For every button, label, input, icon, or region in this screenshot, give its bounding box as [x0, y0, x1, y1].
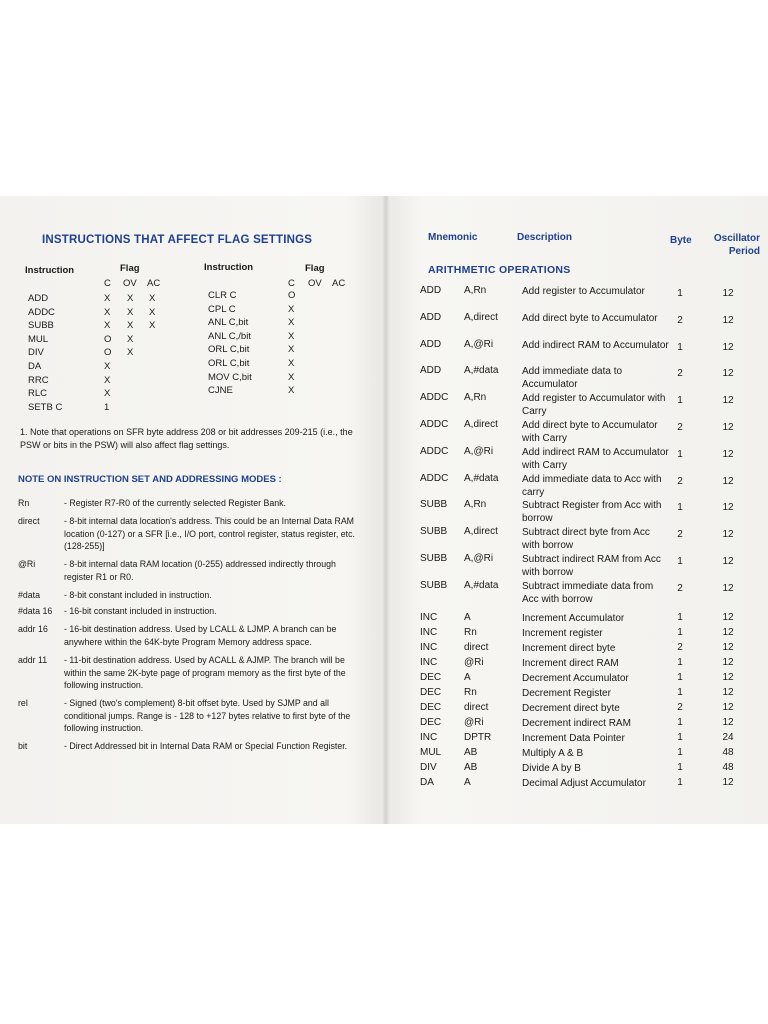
operation-description: Increment direct RAM [522, 658, 619, 669]
addressing-mode-description: - Register R7-R0 of the currently selected Register Bank. [64, 498, 286, 508]
operation-mnemonic: ADDC [420, 419, 449, 430]
flag-c-value: X [288, 358, 295, 369]
operation-byte-count: 1 [677, 657, 683, 668]
operation-byte-count: 1 [677, 732, 683, 743]
operation-byte-count: 1 [677, 448, 683, 460]
flag-c-value: X [104, 388, 111, 400]
operation-byte-count: 2 [677, 642, 683, 653]
operation-description: Decrement Accumulator [522, 673, 629, 684]
operation-description: Subtract direct byte from Acc with borrow [522, 527, 650, 552]
operation-operand: A,direct [464, 311, 498, 323]
operation-byte-count: 2 [677, 368, 683, 380]
flag-ov-value: X [127, 333, 134, 345]
operation-oscillator-period: 48 [722, 747, 734, 758]
addressing-mode-description: - 8-bit internal data location's address. This could be an Internal Data RAM location (0-127) or a SFR [i.e., I/O port, control register, status register, etc. (128-255)] [64, 516, 355, 551]
flag-ov-value: X [127, 320, 134, 332]
operation-mnemonic: SUBB [420, 579, 448, 591]
operation-mnemonic: INC [420, 642, 438, 653]
operation-operand: direct [464, 702, 489, 713]
operation-mnemonic: DEC [420, 717, 442, 728]
section-arithmetic-operations: ARITHMETIC OPERATIONS [428, 264, 571, 276]
operation-description: Add immediate data to Accumulator [522, 366, 623, 391]
operation-mnemonic: DA [420, 777, 434, 788]
operation-description: Add register to Accumulator [522, 286, 645, 297]
operation-description: Decrement direct byte [522, 703, 620, 714]
operation-oscillator-period: 12 [722, 582, 734, 594]
addressing-mode-description: - 11-bit destination address. Used by ACALL & AJMP. The branch will be within the same 2K-byte page of program memory as the first byte of the following instruction. [64, 655, 346, 690]
operation-operand: A [464, 777, 471, 788]
flag-row-instruction: ANL C,bit [208, 317, 249, 329]
operation-byte-count: 1 [677, 747, 683, 758]
flag-subhead-a: C [104, 278, 111, 289]
operation-oscillator-period: 12 [722, 529, 734, 541]
operation-description: Decrement indirect RAM [522, 718, 631, 729]
addressing-mode-key: @Ri [18, 559, 36, 569]
addressing-mode-key: addr 16 [18, 624, 48, 634]
operation-oscillator-period: 12 [722, 341, 734, 353]
operation-oscillator-period: 12 [722, 395, 734, 407]
flag-subhead-a: OV [123, 278, 137, 289]
operation-byte-count: 2 [677, 422, 683, 433]
operation-byte-count: 1 [677, 556, 683, 567]
operation-oscillator-period: 12 [722, 422, 734, 433]
flag-row-instruction: SETB C [28, 401, 63, 413]
operation-operand: A,Rn [464, 499, 487, 511]
operation-mnemonic: SUBB [420, 553, 448, 564]
flag-c-value: X [288, 385, 295, 397]
operation-byte-count: 1 [677, 612, 683, 623]
flag-ac-value: X [149, 306, 156, 318]
operation-byte-count: 1 [677, 672, 683, 683]
operation-description: Subtract immediate data from Acc with borrow [522, 580, 654, 605]
operation-description: Increment Data Pointer [522, 733, 625, 744]
operation-oscillator-period: 12 [722, 612, 734, 623]
operation-operand: A,direct [464, 419, 498, 430]
operation-description: Increment Accumulator [522, 613, 625, 624]
operation-mnemonic: ADDC [420, 445, 449, 457]
operation-description: Increment register [522, 628, 603, 639]
operation-operand: AB [464, 747, 478, 758]
flag-ov-value: X [127, 293, 134, 304]
col-head-flag-a: Flag [120, 263, 140, 274]
flag-c-value: X [288, 317, 295, 329]
operation-operand: A [464, 612, 471, 623]
operation-description: Divide A by B [522, 763, 581, 774]
addressing-mode-key: direct [18, 516, 40, 526]
operation-byte-count: 2 [677, 314, 683, 326]
addressing-mode-description: - 8-bit constant included in instruction. [64, 590, 212, 600]
operation-oscillator-period: 12 [722, 368, 734, 380]
operation-byte-count: 2 [677, 702, 683, 713]
flag-c-value: O [104, 333, 112, 345]
addressing-mode-description: - 16-bit constant included in instruction. [64, 606, 217, 616]
operation-byte-count: 1 [677, 395, 683, 407]
operation-byte-count: 1 [677, 502, 683, 514]
flag-ac-value: X [149, 320, 156, 332]
flag-subhead-b: C [288, 278, 295, 289]
col-head-instruction-b: Instruction [204, 262, 254, 273]
operation-operand: A [464, 672, 471, 683]
flag-c-value: X [288, 330, 295, 342]
operation-byte-count: 1 [677, 687, 683, 698]
operation-oscillator-period: 12 [722, 657, 734, 668]
operation-operand: DPTR [464, 732, 492, 743]
operation-byte-count: 1 [677, 627, 683, 638]
flag-row-instruction: RLC [28, 388, 48, 400]
col-head-instruction-a: Instruction [25, 265, 75, 276]
operation-mnemonic: DEC [420, 702, 442, 713]
operation-byte-count: 2 [677, 582, 683, 594]
operation-operand: A,@Ri [464, 338, 494, 350]
operation-operand: Rn [464, 687, 477, 698]
operation-oscillator-period: 12 [722, 314, 734, 326]
flag-subhead-b: AC [332, 278, 346, 289]
operation-description: Add direct byte to Accumulator [522, 312, 658, 324]
flag-c-value: 1 [104, 401, 110, 413]
operation-oscillator-period: 12 [722, 627, 734, 638]
operation-mnemonic: INC [420, 657, 438, 668]
operation-operand: A,#data [464, 472, 499, 484]
col-head-mnemonic: Mnemonic [428, 232, 478, 243]
flag-c-value: X [288, 344, 295, 356]
operation-operand: A,#data [464, 365, 499, 377]
addressing-modes-title: NOTE ON INSTRUCTION SET AND ADDRESSING MODES : [18, 474, 282, 485]
operation-oscillator-period: 48 [722, 762, 734, 773]
operation-operand: A,#data [464, 579, 499, 591]
addressing-mode-description: - Direct Addressed bit in Internal Data RAM or Special Function Register. [64, 741, 348, 751]
flag-c-value: X [288, 371, 295, 383]
addressing-mode-description: - Signed (two's complement) 8-bit offset byte. Used by SJMP and all conditional jumps. Range is - 128 to +127 bytes relative to first byte of the following instruction. [64, 698, 351, 733]
operation-mnemonic: INC [420, 732, 438, 743]
flag-row-instruction: DA [28, 361, 42, 372]
flag-row-instruction: SUBB [28, 320, 54, 332]
operation-oscillator-period: 12 [722, 717, 734, 728]
flag-c-value: X [288, 303, 295, 315]
operation-byte-count: 1 [677, 717, 683, 728]
flag-row-instruction: CLR C [208, 290, 237, 301]
flag-ac-value: X [149, 293, 156, 304]
operation-operand: A,direct [464, 526, 498, 538]
operation-oscillator-period: 12 [722, 672, 734, 683]
flag-row-instruction: ADDC [28, 306, 55, 318]
operation-byte-count: 1 [677, 288, 683, 299]
flag-row-instruction: RRC [28, 374, 49, 386]
operation-mnemonic: ADD [420, 365, 442, 377]
operation-oscillator-period: 12 [722, 702, 734, 713]
flag-row-instruction: DIV [28, 347, 44, 359]
flag-row-instruction: ORL C,bit [208, 344, 250, 356]
operation-description: Add direct byte to Accumulator with Carry [522, 420, 658, 444]
operation-oscillator-period: 12 [722, 687, 734, 698]
addressing-mode-key: Rn [18, 498, 30, 508]
operation-description: Add register to Accumulator with Carry [522, 393, 666, 418]
operation-mnemonic: SUBB [420, 499, 448, 511]
operation-oscillator-period: 12 [722, 448, 734, 460]
flag-subhead-a: AC [147, 278, 161, 289]
addressing-mode-key: rel [18, 698, 28, 708]
flag-c-value: X [104, 361, 111, 372]
operation-byte-count: 2 [677, 475, 683, 487]
operation-byte-count: 1 [677, 762, 683, 773]
flag-row-instruction: ANL C,/bit [208, 330, 251, 342]
flag-footnote: 1. Note that operations on SFR byte address 208 or bit addresses 209-215 (i.e., the PSW or bits in the PSW) will also affect flag settings. [20, 427, 353, 450]
col-head-oscillator-period: Oscillator Period [713, 233, 760, 257]
flag-row-instruction: MUL [28, 333, 49, 345]
col-head-byte: Byte [670, 235, 692, 246]
operation-oscillator-period: 12 [722, 288, 734, 299]
operation-mnemonic: INC [420, 627, 438, 638]
flag-subhead-b: OV [308, 278, 322, 289]
operation-oscillator-period: 12 [722, 777, 734, 788]
flag-row-instruction: CPL C [208, 303, 236, 315]
flag-c-value: O [104, 347, 112, 359]
operation-mnemonic: MUL [420, 747, 442, 758]
col-head-description: Description [517, 232, 573, 243]
operation-mnemonic: ADD [420, 311, 442, 323]
operation-oscillator-period: 12 [722, 642, 734, 653]
flag-ov-value: X [127, 347, 134, 359]
addressing-mode-key: addr 11 [18, 655, 48, 665]
operation-oscillator-period: 12 [722, 475, 734, 487]
flag-row-instruction: ADD [28, 293, 49, 304]
operation-oscillator-period: 12 [722, 502, 734, 514]
operation-operand: AB [464, 762, 478, 773]
operation-operand: @Ri [464, 657, 484, 668]
operation-description: Multiply A & B [522, 748, 584, 759]
operation-byte-count: 1 [677, 341, 683, 353]
addressing-mode-key: #data 16 [18, 606, 53, 616]
flag-row-instruction: MOV C,bit [208, 371, 252, 383]
operation-description: Add immediate data to Acc with carry [522, 473, 662, 498]
addressing-mode-description: - 8-bit internal data RAM location (0-255) addressed indirectly through register R1 or R0. [64, 559, 336, 582]
operation-operand: A,@Ri [464, 445, 494, 457]
addressing-mode-key: bit [18, 741, 28, 751]
left-page-title: INSTRUCTIONS THAT AFFECT FLAG SETTINGS [42, 234, 313, 246]
flag-ov-value: X [127, 306, 134, 318]
operation-mnemonic: ADD [420, 285, 442, 296]
operation-mnemonic: DIV [420, 762, 437, 773]
operation-description: Add indirect RAM to Accumulator with Carry [522, 446, 669, 471]
flag-c-value: X [104, 320, 111, 332]
operation-byte-count: 2 [677, 529, 683, 541]
operation-operand: direct [464, 642, 489, 653]
operation-mnemonic: ADDC [420, 472, 449, 484]
flag-c-value: O [288, 290, 296, 301]
addressing-mode-description: - 16-bit destination address. Used by LCALL & LJMP. A branch can be anywhere within the 64K-byte Program Memory address space. [64, 624, 337, 647]
operation-mnemonic: INC [420, 612, 438, 623]
operation-operand: Rn [464, 627, 477, 638]
col-head-flag-b: Flag [305, 263, 325, 274]
flag-c-value: X [104, 306, 111, 318]
operation-operand: A,Rn [464, 285, 487, 296]
operation-operand: A,Rn [464, 392, 487, 404]
flag-row-instruction: CJNE [208, 385, 233, 397]
operation-description: Subtract Register from Acc with borrow [522, 500, 662, 525]
operation-byte-count: 1 [677, 777, 683, 788]
flag-c-value: X [104, 374, 111, 386]
operation-description: Add indirect RAM to Accumulator [522, 339, 669, 351]
operation-mnemonic: ADDC [420, 392, 449, 404]
operation-description: Increment direct byte [522, 643, 616, 654]
flag-c-value: X [104, 293, 111, 304]
addressing-mode-key: #data [18, 590, 41, 600]
operation-description: Subtract indirect RAM from Acc with borrow [522, 554, 661, 578]
book-spine [383, 196, 389, 824]
operation-description: Decrement Register [522, 688, 611, 699]
operation-mnemonic: SUBB [420, 526, 448, 538]
operation-operand: A,@Ri [464, 553, 494, 564]
operation-description: Decimal Adjust Accumulator [522, 778, 646, 789]
operation-mnemonic: DEC [420, 687, 442, 698]
flag-row-instruction: ORL C,bit [208, 358, 250, 369]
operation-operand: @Ri [464, 717, 484, 728]
operation-oscillator-period: 24 [722, 732, 734, 743]
operation-mnemonic: ADD [420, 338, 442, 350]
operation-oscillator-period: 12 [722, 556, 734, 567]
operation-mnemonic: DEC [420, 672, 442, 683]
